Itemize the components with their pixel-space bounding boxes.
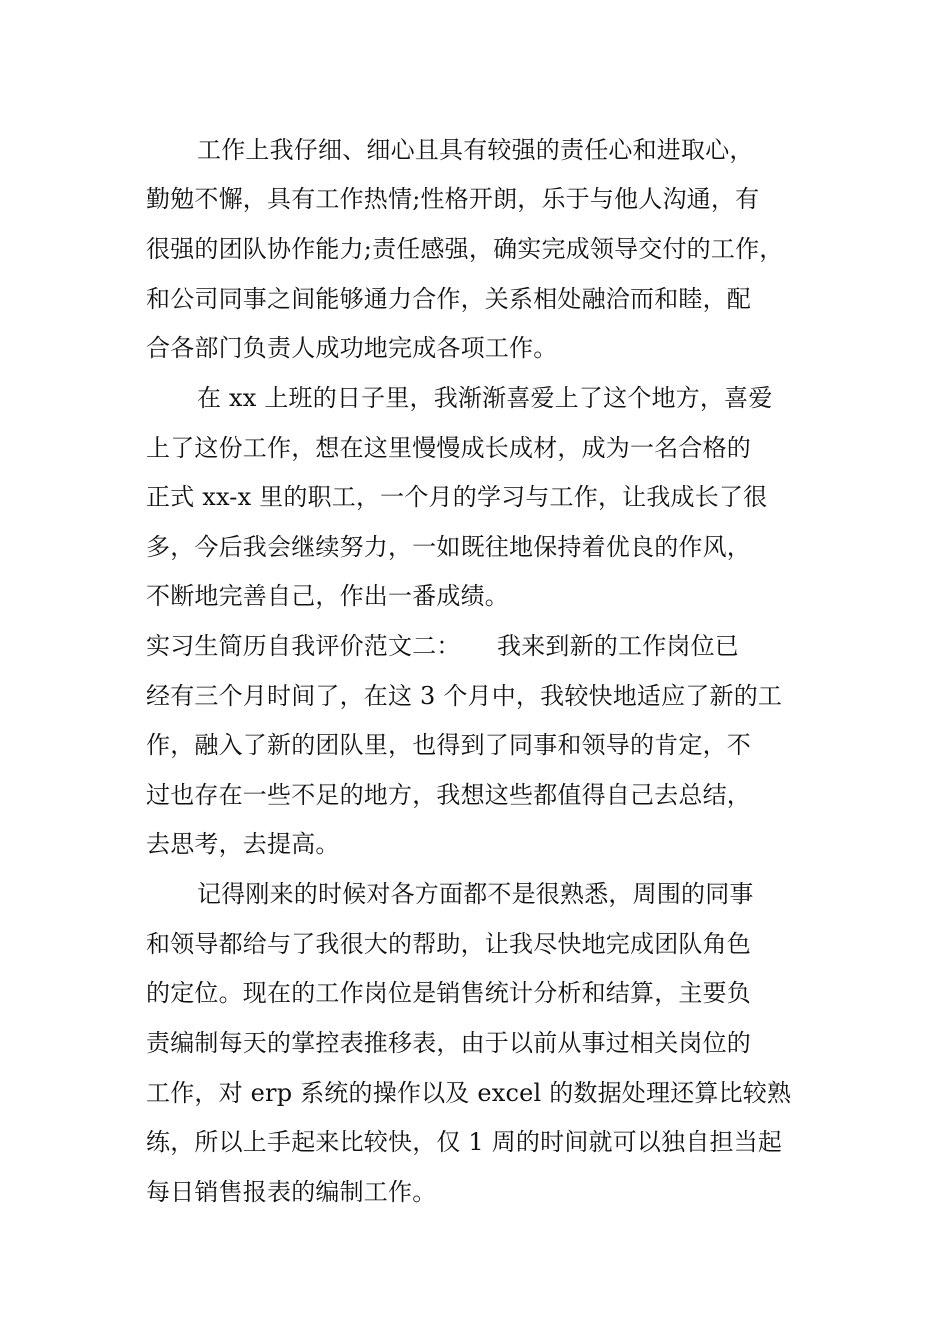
text-line: 记得刚来的时候对各方面都不是很熟悉，周围的同事 (197, 880, 754, 908)
text-line: 勤勉不懈，具有工作热情;性格开朗，乐于与他人沟通，有 (146, 185, 760, 213)
text-line: 每日销售报表的编制工作。 (146, 1178, 437, 1206)
text-line: 在 xx 上班的日子里，我渐渐喜爱上了这个地方，喜爱 (197, 384, 773, 412)
section-heading-line: 实习生简历自我评价范文二： 我来到新的工作岗位已 (146, 632, 739, 660)
text-line: 工作上我仔细、细心且具有较强的责任心和进取心， (197, 136, 754, 164)
text-line: 工作，对 erp 系统的操作以及 excel 的数据处理还算比较熟 (146, 1079, 792, 1107)
text-line: 练，所以上手起来比较快，仅 1 周的时间就可以独自担当起 (146, 1128, 783, 1156)
text-line: 不断地完善自己，作出一番成绩。 (146, 582, 509, 610)
text-line: 责编制每天的掌控表推移表，由于以前从事过相关岗位的 (146, 1029, 751, 1057)
text-line: 和领导都给与了我很大的帮助，让我尽快地完成团队角色 (146, 930, 751, 958)
text-line: 很强的团队协作能力;责任感强，确实完成领导交付的工作， (146, 235, 784, 263)
text-line: 和公司同事之间能够通力合作，关系相处融洽而和睦，配 (146, 285, 751, 313)
text-line: 作，融入了新的团队里，也得到了同事和领导的肯定，不 (146, 731, 751, 759)
text-line: 的定位。现在的工作岗位是销售统计分析和结算，主要负 (146, 979, 751, 1007)
text-line: 多，今后我会继续努力，一如既往地保持着优良的作风， (146, 533, 751, 561)
text-line: 正式 xx-x 里的职工，一个月的学习与工作，让我成长了很 (146, 483, 768, 511)
text-line: 过也存在一些不足的地方，我想这些都值得自己去总结， (146, 781, 751, 809)
text-line: 去思考，去提高。 (146, 830, 340, 858)
text-line: 上了这份工作，想在这里慢慢成长成材，成为一名合格的 (146, 434, 751, 462)
text-line: 经有三个月时间了，在这 3 个月中，我较快地适应了新的工 (146, 682, 783, 710)
text-line: 合各部门负责人成功地完成各项工作。 (146, 334, 558, 362)
